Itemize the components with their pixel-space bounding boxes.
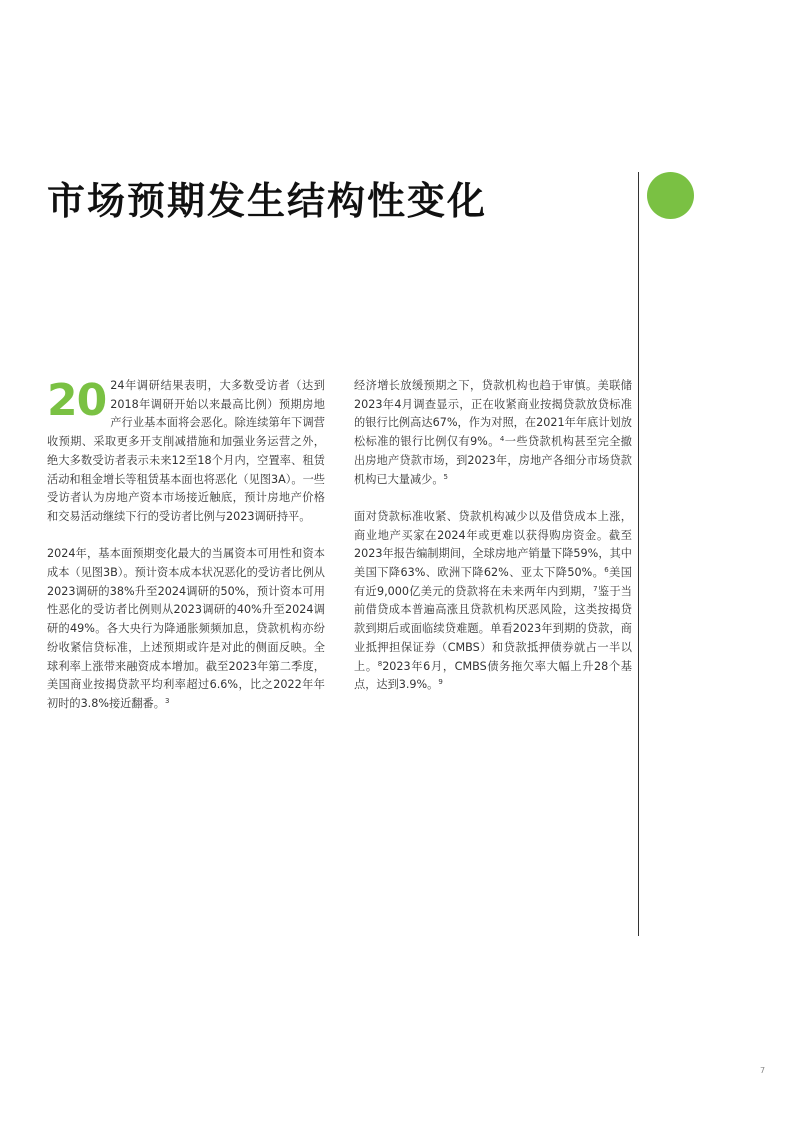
footnote-ref: 5 [443, 472, 448, 481]
financing-text-d: 2023年6月，CMBS债务拖欠率大幅上升28个基点，达到3.9%。 [354, 659, 632, 692]
footnote-ref: 6 [604, 566, 609, 575]
lending-text-continued: 一些贷款机构甚至完全撤出房地产贷款市场，到2023年，房地产各细分市场贷款机构已大量减少。 [354, 435, 632, 486]
lending-text: 经济增长放缓预期之下，贷款机构也趋于审慎。美联储2023年4月调查显示，正在收紧商业按揭贷款放贷标准的银行比例高达67%，作为对照，在2021年年底计划放松标准的银行比例仅有9%。 [354, 379, 632, 449]
green-circle-icon [647, 172, 694, 219]
footnote-ref: 3 [164, 696, 170, 705]
page-title: 市场预期发生结构性变化 [47, 179, 488, 223]
financing-paragraph [354, 508, 632, 695]
capital-text: 2024年，基本面预期变化最大的当属资本可用性和资本成本（见图3B）。预计资本成本状况恶化的受访者比例从2023调研的38%升至2024调研的50%，预计资本可用性恶化的受访者比例则从2023调研的40%升至2024调研的49%。各大央行为降通胀频频加息，贷款机构亦纷纷收紧信贷标准，上述预期或许是对此的侧面反映。全球利率上涨带来融资成本增加。截至2023年第二季度，美国商业按揭贷款平均利率超过6.6%，比之2022年年初时的3.8%接近翻番。 [47, 547, 325, 710]
page-number: 7 [760, 1066, 766, 1075]
capital-paragraph [47, 545, 325, 713]
lending-paragraph [354, 377, 632, 489]
financing-text-b: 美国有近9,000亿美元的贷款将在未来两年内到期， [354, 566, 632, 598]
footnote-ref: 8 [377, 659, 383, 668]
left-column [47, 377, 325, 732]
financing-text: 面对贷款标准收紧、贷款机构减少以及借贷成本上涨，商业地产买家在2024年或更难以获得购房资金。截至2023年报告编制期间，全球房地产销量下降59%，其中美国下降63%、欧洲下降62%、亚太下降50%。 [354, 509, 632, 580]
intro-paragraph [47, 377, 325, 527]
intro-text: 24年调研结果表明，大多数受访者（达到2018年调研开始以来最高比例）预期房地产行业基本面将会恶化。除连续第年下调营收预期、采取更多开支削减措施和加强业务运营之外，绝大多数受访者表示未来12至18个月内，空置率、租赁活动和租金增长等租赁基本面也将恶化（见图3A）。一些受访者认为房地产资本市场接近触底，预计房地产价格和交易活动继续下行的受访者比例与2023调研持平。 [47, 379, 325, 523]
financing-text-c: 鉴于当前借贷成本普遍高涨且贷款机构厌恶风险，这类按揭贷款到期后或面临续贷难题。单看2023年到期的贷款，商业抵押担保证券（CMBS）和贷款抵押债券就占一半以上。 [354, 584, 632, 673]
footnote-ref: 9 [438, 678, 443, 687]
drop-cap: 20 [47, 375, 107, 426]
footnote-ref: 7 [593, 584, 598, 593]
footnote-ref: 4 [499, 435, 505, 444]
vertical-divider [638, 172, 639, 936]
right-column [354, 377, 632, 714]
